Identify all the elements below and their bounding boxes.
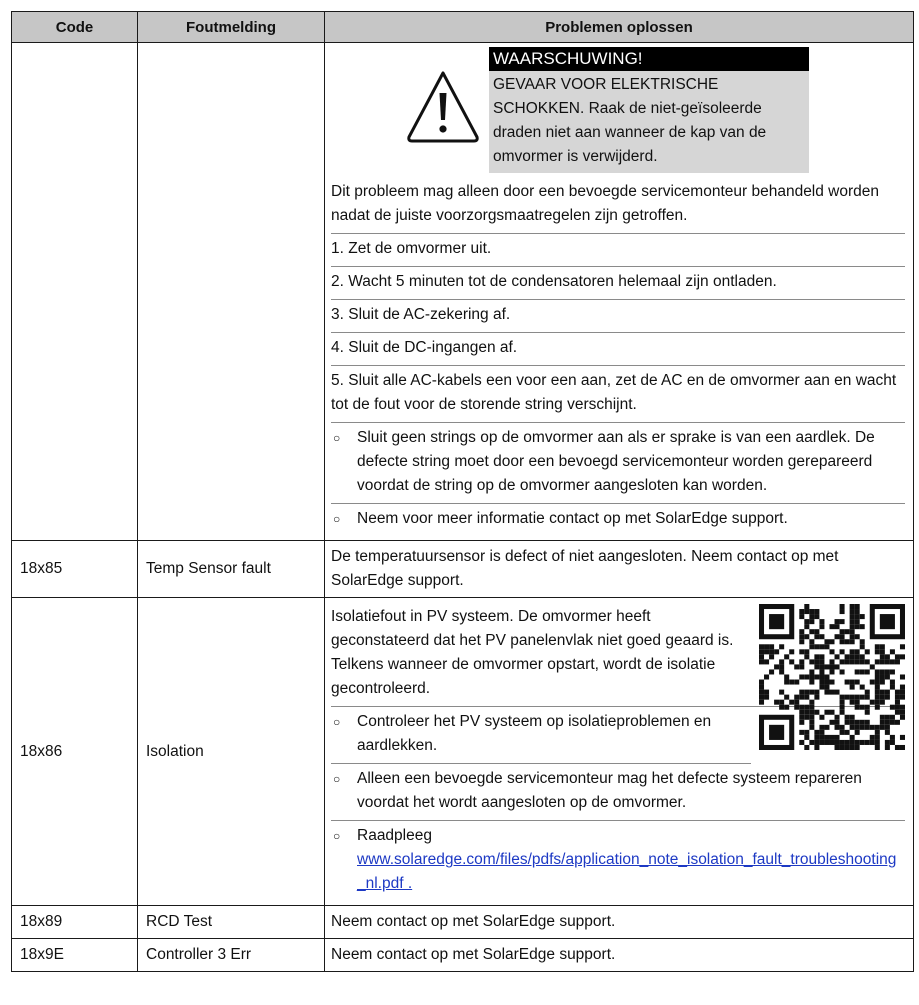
bullet-icon: ○ [333, 829, 341, 843]
bullet-text: Neem voor meer informatie contact op met SolarEdge support. [357, 510, 788, 527]
table-header-row [12, 12, 914, 43]
bullet-item [331, 707, 751, 764]
paragraph-text: Isolatiefout in PV systeem. De omvormer heeft geconstateerd dat het PV panelenvlak niet goed geaard is. Telkens wanneer de omvormer opstart, wordt de isolatie gecontroleerd. [331, 608, 734, 697]
bullet-icon: ○ [333, 431, 341, 445]
table-row [12, 598, 914, 906]
step-5 [331, 366, 905, 423]
step-3 [331, 300, 905, 333]
step-text: 2. Wacht 5 minuten tot de condensatoren helemaal zijn ontladen. [331, 273, 777, 290]
solution-paragraph [331, 177, 905, 234]
bullet-item [331, 423, 905, 504]
solution-text: De temperatuursensor is defect of niet aangesloten. Neem contact op met SolarEdge support. [331, 548, 839, 589]
qr-code-icon [759, 604, 905, 750]
warning-title: WAARSCHUWING! [489, 47, 809, 71]
step-4 [331, 333, 905, 366]
refer-block [357, 824, 905, 896]
cell-message: Temp Sensor fault [138, 541, 325, 598]
step-text: 4. Sluit de DC-ingangen af. [331, 339, 518, 356]
warning-body: GEVAAR VOOR ELEKTRISCHE SCHOKKEN. Raak de niet-geïsoleerde draden niet aan wanneer de kap van de omvormer is verwijderd. [489, 71, 809, 173]
step-text: 5. Sluit alle AC-kabels een voor een aan, zet de AC en de omvormer aan en wacht tot de fout voor de storende string verschijnt. [331, 372, 897, 413]
warning-box [489, 47, 809, 173]
cell-code: 18x86 [12, 598, 138, 906]
cell-code [12, 43, 138, 541]
cell-message: RCD Test [138, 906, 325, 939]
solution-text: Neem contact op met SolarEdge support. [331, 946, 616, 963]
cell-solution [325, 43, 914, 541]
bullet-item [331, 764, 905, 821]
bullet-text: Alleen een bevoegde servicemonteur mag het defecte systeem repareren voordat het wordt aangesloten op de omvormer. [357, 770, 862, 811]
step-text: 3. Sluit de AC-zekering af. [331, 306, 511, 323]
table-row [12, 43, 914, 541]
step-2 [331, 267, 905, 300]
table-row [12, 939, 914, 972]
header-message: Foutmelding [138, 12, 325, 43]
solution-text: Neem contact op met SolarEdge support. [331, 913, 616, 930]
bullet-icon: ○ [333, 772, 341, 786]
paragraph-text: Dit probleem mag alleen door een bevoegde servicemonteur behandeld worden nadat de juiste voorzorgsmaatregelen zijn getroffen. [331, 183, 880, 224]
table-row [12, 906, 914, 939]
refer-label: Raadpleeg [357, 827, 432, 844]
cell-solution [325, 906, 914, 939]
bullet-icon: ○ [333, 715, 341, 729]
cell-solution [325, 598, 914, 906]
cell-message [138, 43, 325, 541]
bullet-icon: ○ [333, 512, 341, 526]
header-solution: Problemen oplossen [325, 12, 914, 43]
header-code: Code [12, 12, 138, 43]
warning-block [405, 47, 905, 173]
cell-solution [325, 939, 914, 972]
cell-code: 18x9E [12, 939, 138, 972]
bullet-item [331, 821, 905, 901]
bullet-text: Sluit geen strings op de omvormer aan als er sprake is van een aardlek. De defecte string moet door een bevoegd servicemonteur worden gerepareerd voordat de string op de omvormer aangesloten kan worden. [357, 429, 875, 494]
bullet-item [331, 504, 905, 536]
cell-message: Controller 3 Err [138, 939, 325, 972]
step-1 [331, 234, 905, 267]
cell-code: 18x89 [12, 906, 138, 939]
isolation-note-link[interactable]: www.solaredge.com/files/pdfs/application_note_isolation_fault_troubleshooting_nl.pdf . [357, 851, 897, 892]
cell-code: 18x85 [12, 541, 138, 598]
warning-triangle-icon [405, 67, 481, 145]
cell-solution [325, 541, 914, 598]
table-row [12, 541, 914, 598]
error-code-table [11, 11, 914, 972]
cell-message: Isolation [138, 598, 325, 906]
bullet-text: Controleer het PV systeem op isolatieproblemen en aardlekken. [357, 713, 712, 754]
step-text: 1. Zet de omvormer uit. [331, 240, 492, 257]
